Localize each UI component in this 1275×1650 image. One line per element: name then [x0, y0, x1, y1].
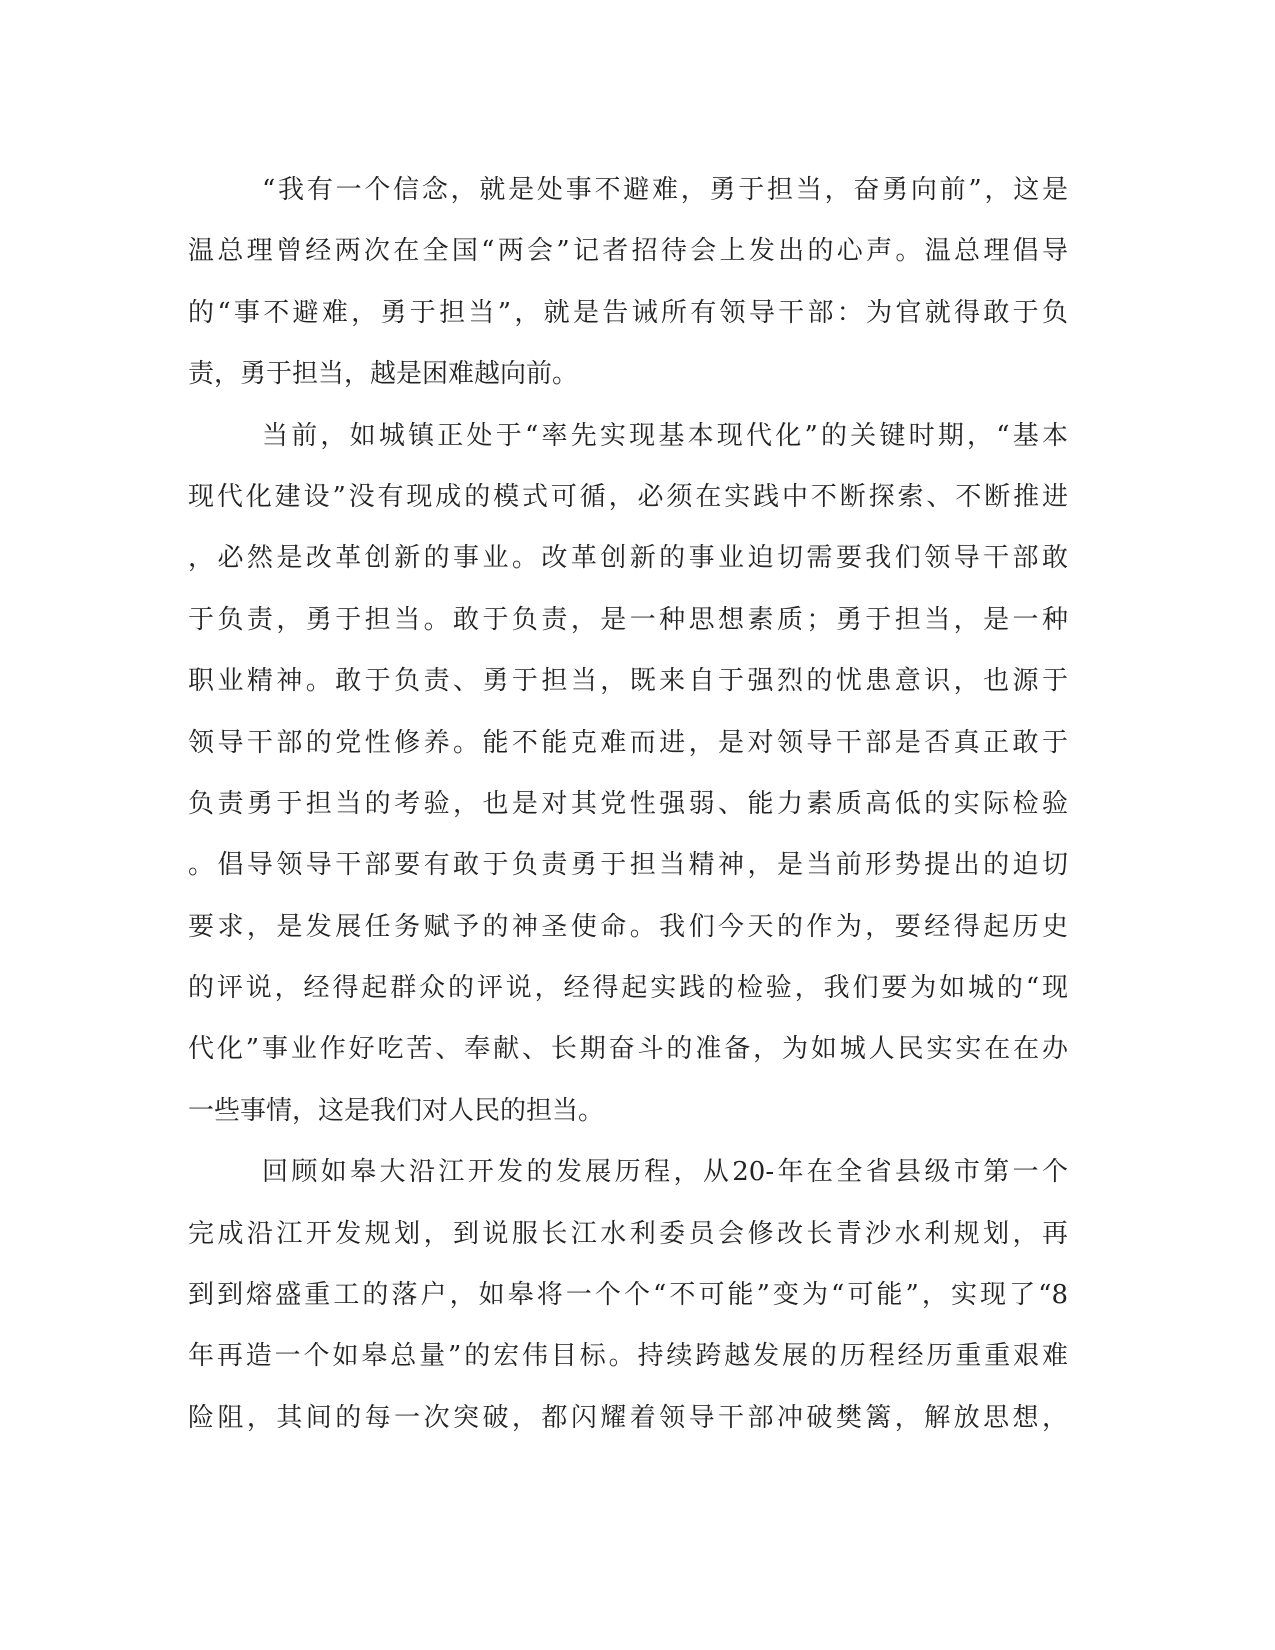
text-line: 一些事情，这是我们对人民的担当。 [188, 1095, 605, 1126]
text-line: 代化”事业作好吃苦、奉献、长期奋斗的准备，为如城人民实实在在办 [188, 1034, 1068, 1065]
text-line: “我有一个信念，就是处事不避难，勇于担当，奋勇向前”，这是 [262, 175, 1068, 205]
text-line: 完成沿江开发规划，到说服长江水利委员会修改长青沙水利规划，再 [188, 1218, 1068, 1249]
document-body [188, 160, 1068, 1449]
text-line: 责，勇于担当，越是困难越向前。 [188, 359, 579, 390]
text-line: 的“事不避难，勇于担当”，就是告诫所有领导干部：为官就得敢于负 [188, 297, 1068, 328]
text-line: 年再造一个如皋总量”的宏伟目标。持续跨越发展的历程经历重重艰难 [188, 1341, 1068, 1372]
text-line: 要求，是发展任务赋予的神圣使命。我们今天的作为，要经得起历史 [188, 911, 1068, 942]
text-line: 的评说，经得起群众的评说，经得起实践的检验，我们要为如城的“现 [188, 973, 1068, 1004]
text-line: 当前，如城镇正处于“率先实现基本现代化”的关键时期，“基本 [262, 420, 1068, 451]
text-line: 险阻，其间的每一次突破，都闪耀着领导干部冲破樊篱，解放思想， [188, 1402, 1068, 1433]
text-line: ，必然是改革创新的事业。改革创新的事业迫切需要我们领导干部敢 [188, 543, 1068, 574]
text-line: 领导干部的党性修养。能不能克难而进，是对领导干部是否真正敢于 [188, 727, 1068, 758]
text-line: 负责勇于担当的考验，也是对其党性强弱、能力素质高低的实际检验 [188, 788, 1068, 819]
text-line: 于负责，勇于担当。敢于负责，是一种思想素质；勇于担当，是一种 [188, 604, 1068, 635]
text-line: 。倡导领导干部要有敢于负责勇于担当精神，是当前形势提出的迫切 [188, 850, 1068, 881]
text-line: 职业精神。敢于负责、勇于担当，既来自于强烈的忧患意识，也源于 [188, 666, 1068, 697]
text-line: 回顾如皋大沿江开发的发展历程，从20-年在全省县级市第一个 [262, 1157, 1068, 1188]
text-line: 温总理曾经两次在全国“两会”记者招待会上发出的心声。温总理倡导 [188, 236, 1068, 267]
text-line: 现代化建设”没有现成的模式可循，必须在实践中不断探索、不断推进 [188, 481, 1068, 512]
text-line: 到到熔盛重工的落户，如皋将一个个“不可能”变为“可能”，实现了“8 [188, 1280, 1068, 1311]
